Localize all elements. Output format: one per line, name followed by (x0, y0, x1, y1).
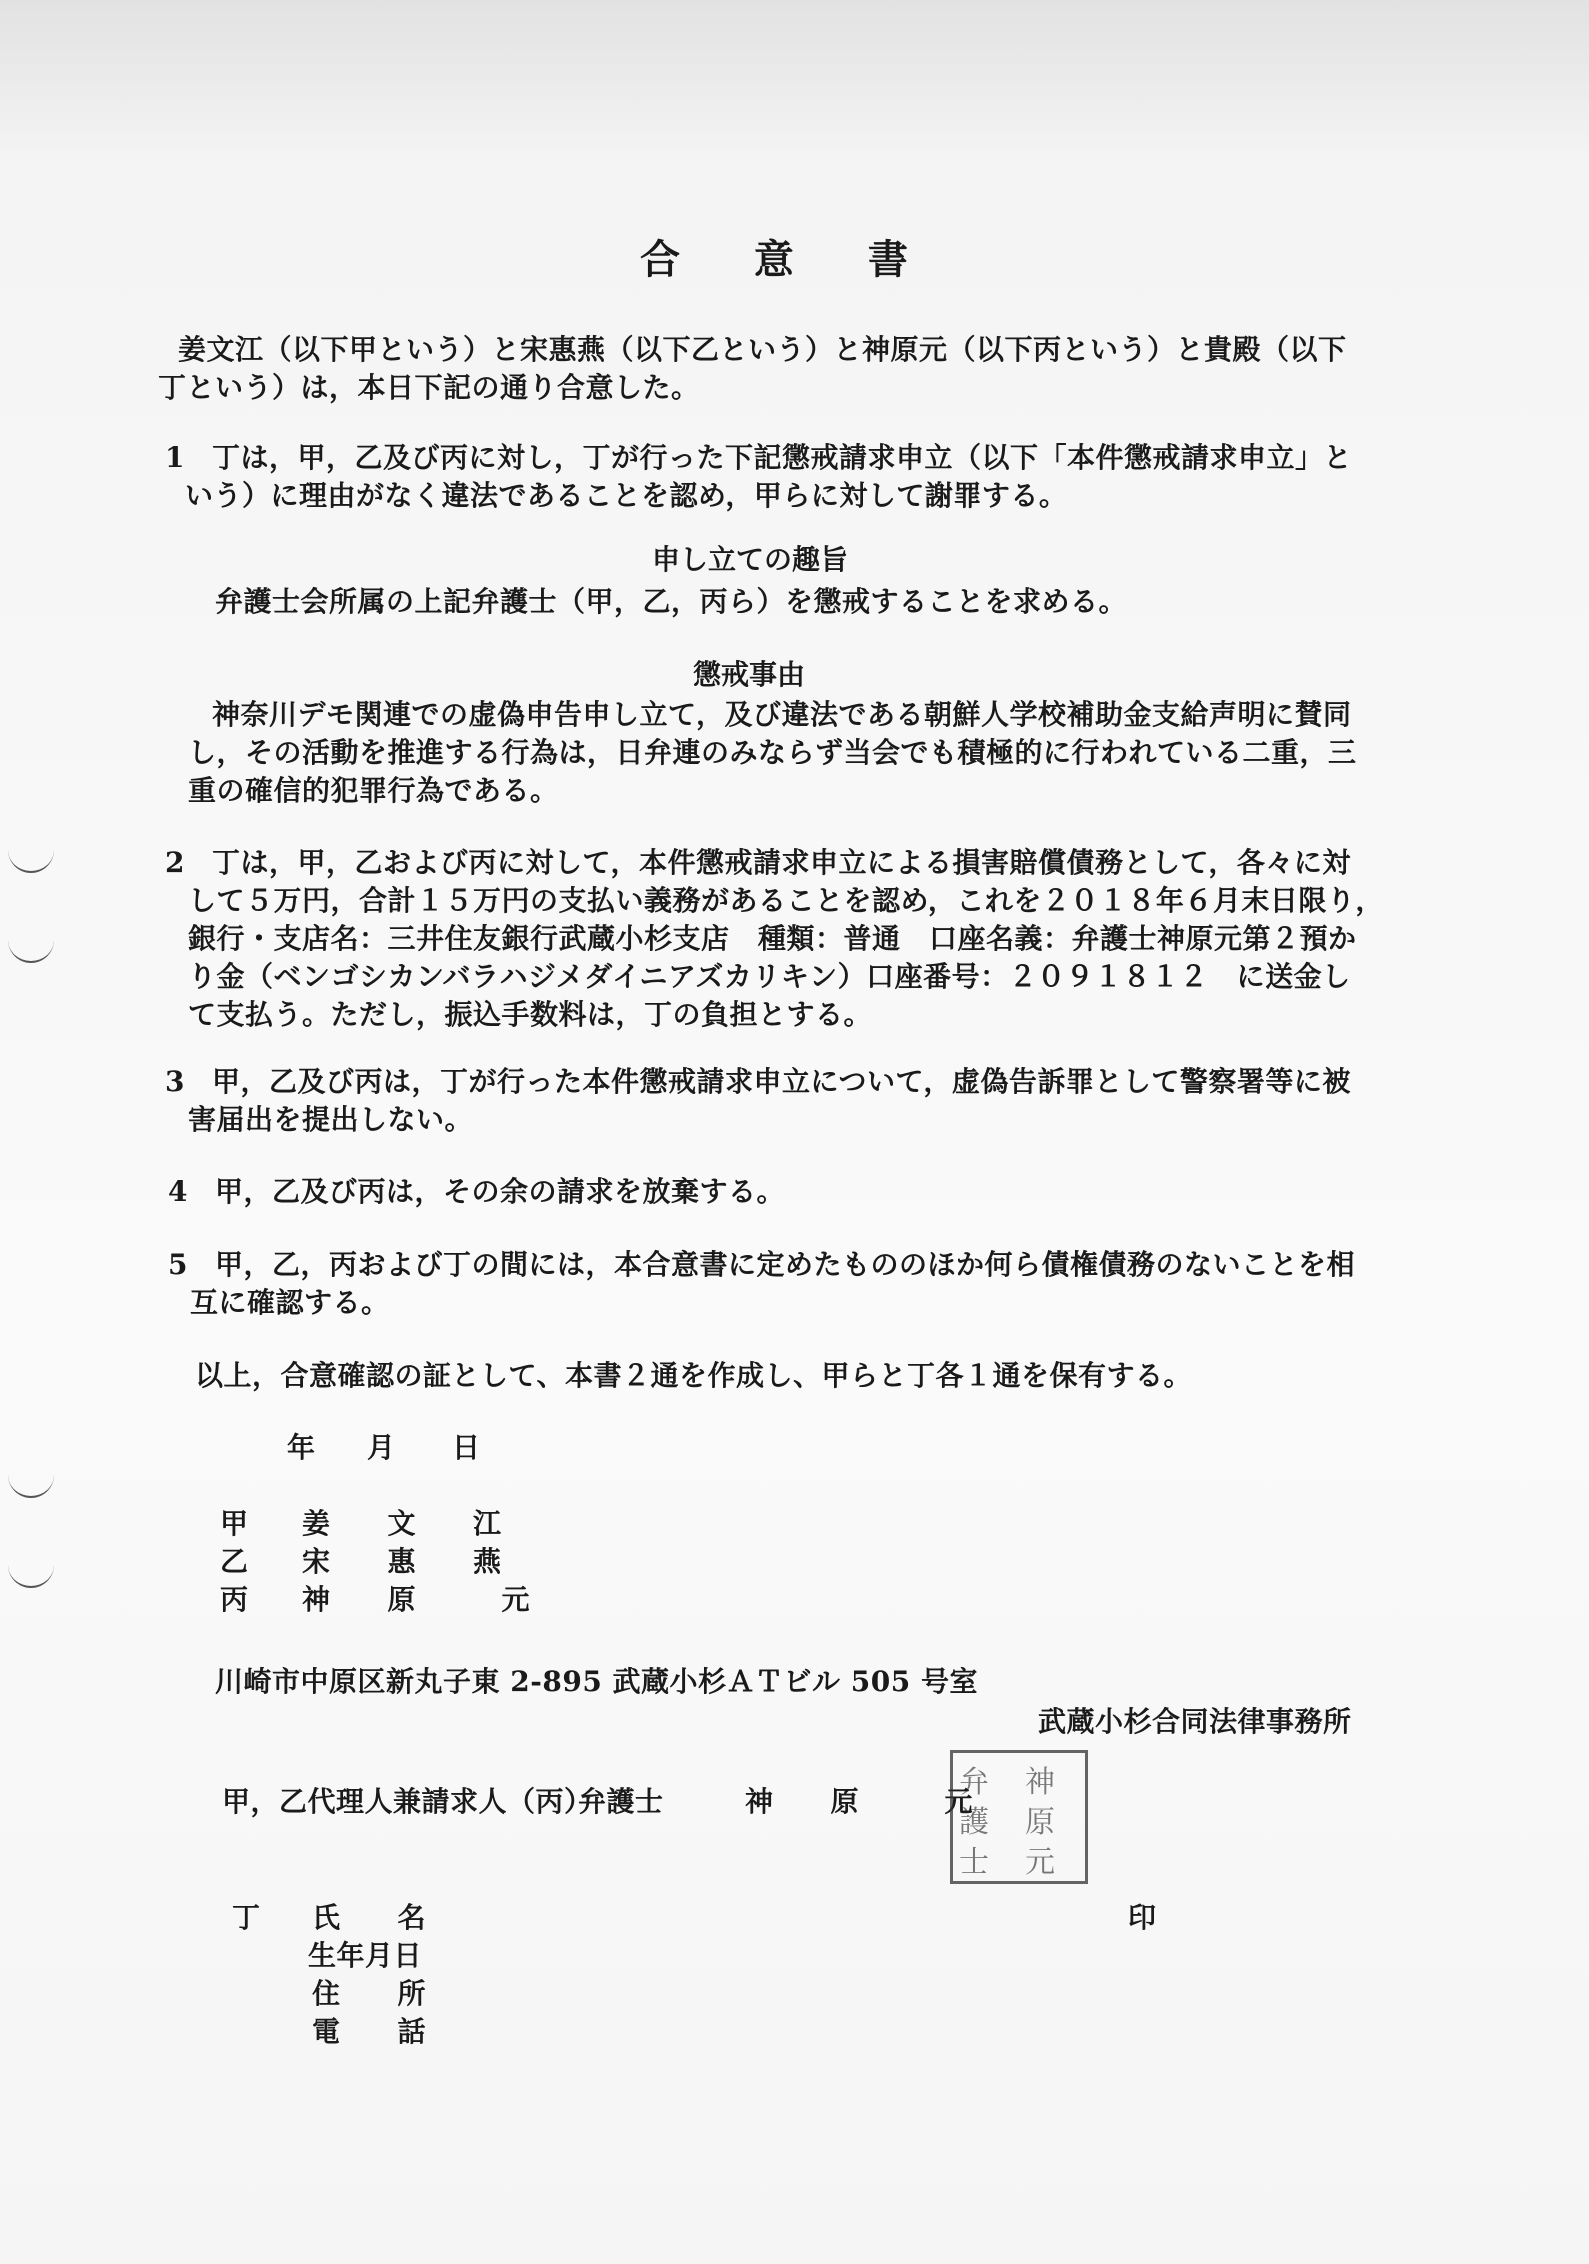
closing-statement: 以上，合意確認の証として、本書２通を作成し、甲らと丁各１通を保有する。 (195, 1359, 1192, 1392)
reason-heading: 懲戒事由 (693, 658, 806, 691)
law-firm-name: 武蔵小杉合同法律事務所 (1038, 1705, 1352, 1738)
seal-character: 元 (1025, 1845, 1055, 1880)
office-address: 川崎市中原区新丸子東 2-895 武蔵小杉ＡＴビル 505 号室 (215, 1665, 978, 1698)
clause-2-number: 2 (165, 846, 185, 879)
clause-1-number: 1 (165, 441, 185, 474)
clause-3-number: 3 (165, 1065, 185, 1098)
party-name: 姜 文 江 (302, 1507, 502, 1540)
clause-5-line: 甲，乙，丙および丁の間には，本合意書に定めたもののほか何ら債権債務のないことを相 (215, 1248, 1356, 1281)
reason-line: 神奈川デモ関連での虚偽申告申し立て，及び違法である朝鮮人学校補助金支給声明に賛同 (212, 698, 1352, 731)
clause-4-number: 4 (168, 1175, 188, 1208)
scan-shading (0, 0, 1589, 160)
petition-heading: 申し立ての趣旨 (652, 543, 849, 576)
party-role: 乙 (220, 1545, 249, 1578)
intro-line-2: 丁という）は，本日下記の通り合意した。 (158, 371, 700, 404)
clause-3-line: 害届出を提出しない。 (188, 1103, 474, 1136)
punch-hole-mark (8, 1560, 54, 1588)
clause-1-line: 丁は，甲，乙及び丙に対し，丁が行った下記懲戒請求申立（以下「本件懲戒請求申立」と (212, 441, 1353, 474)
clause-2-line: り金（ベンゴシカンバラハジメダイニアズカリキン）口座番号：２０９１８１２ に送金し (188, 960, 1351, 993)
party-role: 甲 (220, 1507, 249, 1540)
clause-2-line: 銀行・支店名：三井住友銀行武蔵小杉支店 種類：普通 口座名義：弁護士神原元第２預か (188, 922, 1357, 955)
reason-line: し，その活動を推進する行為は，日弁連のみならず当会でも積極的に行われている二重，三 (188, 736, 1357, 769)
seal-character: 弁 (959, 1765, 989, 1800)
clause-5-number: 5 (168, 1248, 188, 1281)
clause-4-line: 甲，乙及び丙は，その余の請求を放棄する。 (215, 1175, 786, 1208)
seal-character: 原 (1025, 1805, 1055, 1840)
signatory-address-label: 住 所 (312, 1977, 427, 2010)
date-month: 月 (367, 1431, 396, 1464)
clause-5-line: 互に確認する。 (190, 1286, 390, 1319)
clause-2-line: して５万円，合計１５万円の支払い義務があることを認め，これを２０１８年６月末日限り， (188, 884, 1384, 917)
document-title: 合 意 書 (640, 236, 938, 283)
clause-1-line: いう）に理由がなく違法であることを認め，甲らに対して謝罪する。 (185, 479, 1068, 512)
signatory-role: 丁 (232, 1901, 261, 1934)
party-name: 宋 惠 燕 (302, 1545, 502, 1578)
date-day: 日 (452, 1431, 481, 1464)
punch-hole-mark (8, 845, 54, 873)
seal-character: 神 (1025, 1765, 1055, 1800)
punch-hole-mark (8, 935, 54, 963)
signatory-name-label: 氏 名 (312, 1901, 427, 1934)
seal-character: 士 (959, 1845, 989, 1880)
agent-name: 神 原 元 (745, 1785, 974, 1818)
signatory-phone-label: 電 話 (312, 2015, 427, 2048)
signatory-seal-label: 印 (1128, 1901, 1157, 1934)
intro-line-1: 姜文江（以下甲という）と宋惠燕（以下乙という）と神原元（以下丙という）と貴殿（以下 (178, 333, 1347, 366)
reason-line: 重の確信的犯罪行為である。 (188, 774, 559, 807)
agent-title: 弁護士 (578, 1785, 664, 1818)
clause-2-line: て支払う。ただし，振込手数料は，丁の負担とする。 (188, 998, 873, 1031)
date-year: 年 (287, 1431, 316, 1464)
petition-text: 弁護士会所属の上記弁護士（甲，乙，丙ら）を懲戒することを求める。 (215, 585, 1128, 618)
clause-3-line: 甲，乙及び丙は，丁が行った本件懲戒請求申立について，虚偽告訴罪として警察署等に被 (212, 1065, 1351, 1098)
punch-hole-mark (8, 1470, 54, 1498)
lawyer-seal-stamp (950, 1750, 1088, 1884)
agent-label: 甲，乙代理人兼請求人（丙） (222, 1785, 593, 1818)
seal-character: 護 (959, 1805, 989, 1840)
signatory-birth-label: 生年月日 (308, 1939, 423, 1972)
party-role: 丙 (220, 1583, 249, 1616)
party-name: 神 原 元 (302, 1583, 531, 1616)
clause-2-line: 丁は，甲，乙および丙に対して，本件懲戒請求申立による損害賠償債務として，各々に対 (212, 846, 1351, 879)
